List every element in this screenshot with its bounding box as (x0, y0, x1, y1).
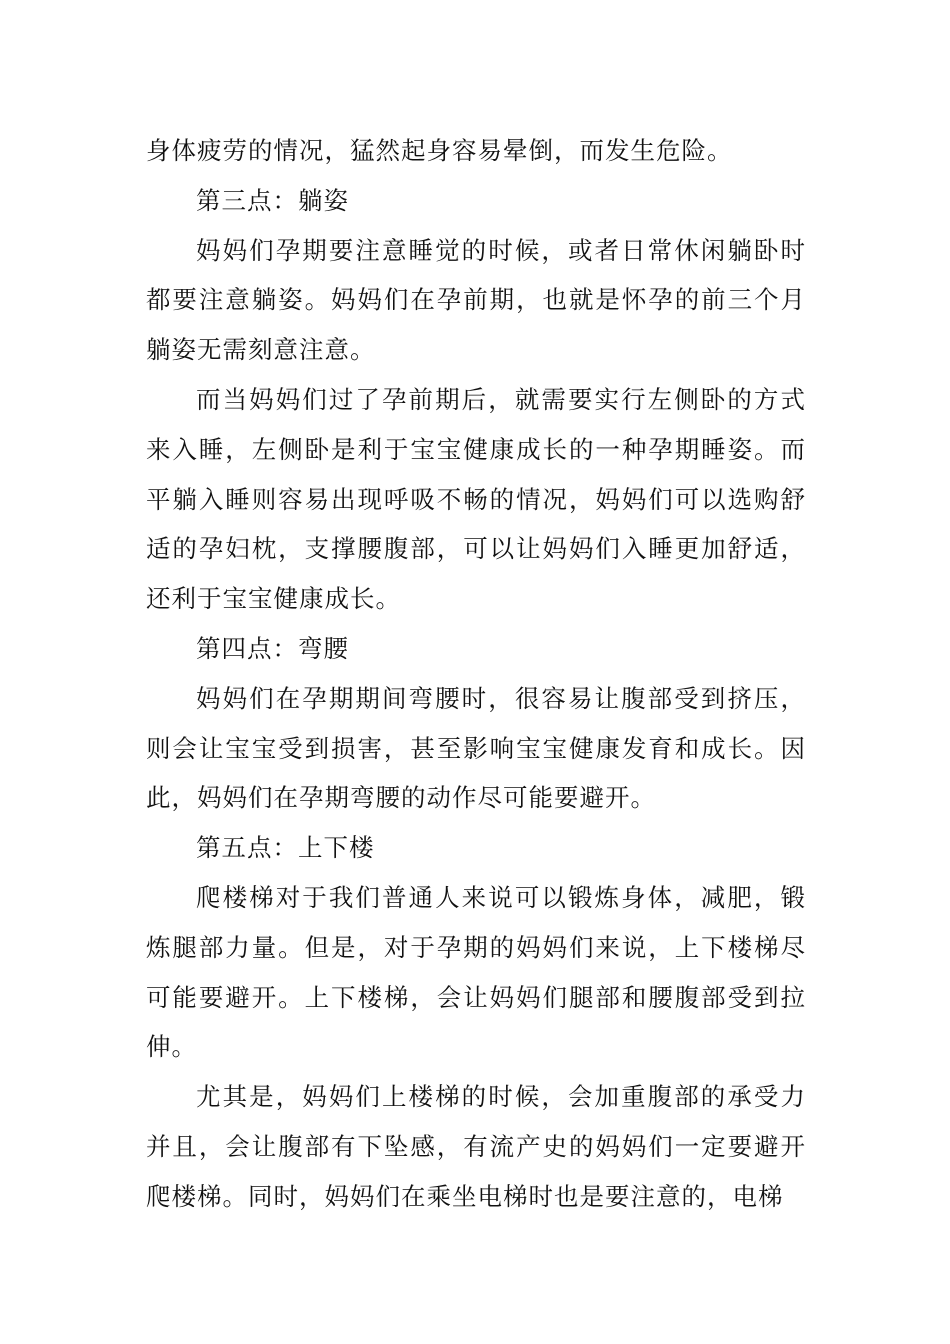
section-heading-lying-posture: 第三点：躺姿 (196, 185, 349, 215)
document-body (146, 126, 806, 1222)
paragraph-continued-text: 身体疲劳的情况，猛然起身容易晕倒，而发生危险。 (146, 136, 733, 165)
section-heading-stairs: 第五点：上下楼 (196, 833, 375, 863)
paragraph-stairs-elevator: 尤其是，妈妈们上楼梯的时候，会加重腹部的承受力并且，会让腹部有下坠感，有流产史的妈妈们一定要避开爬楼梯。同时，妈妈们在乘坐电梯时也是要注意的，电梯 (146, 1082, 806, 1211)
paragraph-left-side-sleeping: 而当妈妈们过了孕前期后，就需要实行左侧卧的方式来入睡，左侧卧是利于宝宝健康成长的一种孕期睡姿。而平躺入睡则容易出现呼吸不畅的情况，妈妈们可以选购舒适的孕妇枕，支撑腰腹部，可以让妈妈们入睡更加舒适，还利于宝宝健康成长。 (146, 384, 806, 614)
paragraph-bending: 妈妈们在孕期期间弯腰时，很容易让腹部受到挤压，则会让宝宝受到损害，甚至影响宝宝健康发育和成长。因此，妈妈们在孕期弯腰的动作尽可能要避开。 (146, 683, 806, 813)
section-heading-bending: 第四点：弯腰 (196, 633, 349, 663)
paragraph-lying-posture-intro: 妈妈们孕期要注意睡觉的时候，或者日常休闲躺卧时都要注意躺姿。妈妈们在孕前期，也就是怀孕的前三个月躺姿无需刻意注意。 (146, 235, 806, 365)
paragraph-stairs: 爬楼梯对于我们普通人来说可以锻炼身体，减肥，锻炼腿部力量。但是，对于孕期的妈妈们来说，上下楼梯尽可能要避开。上下楼梯，会让妈妈们腿部和腰腹部受到拉伸。 (146, 882, 806, 1062)
